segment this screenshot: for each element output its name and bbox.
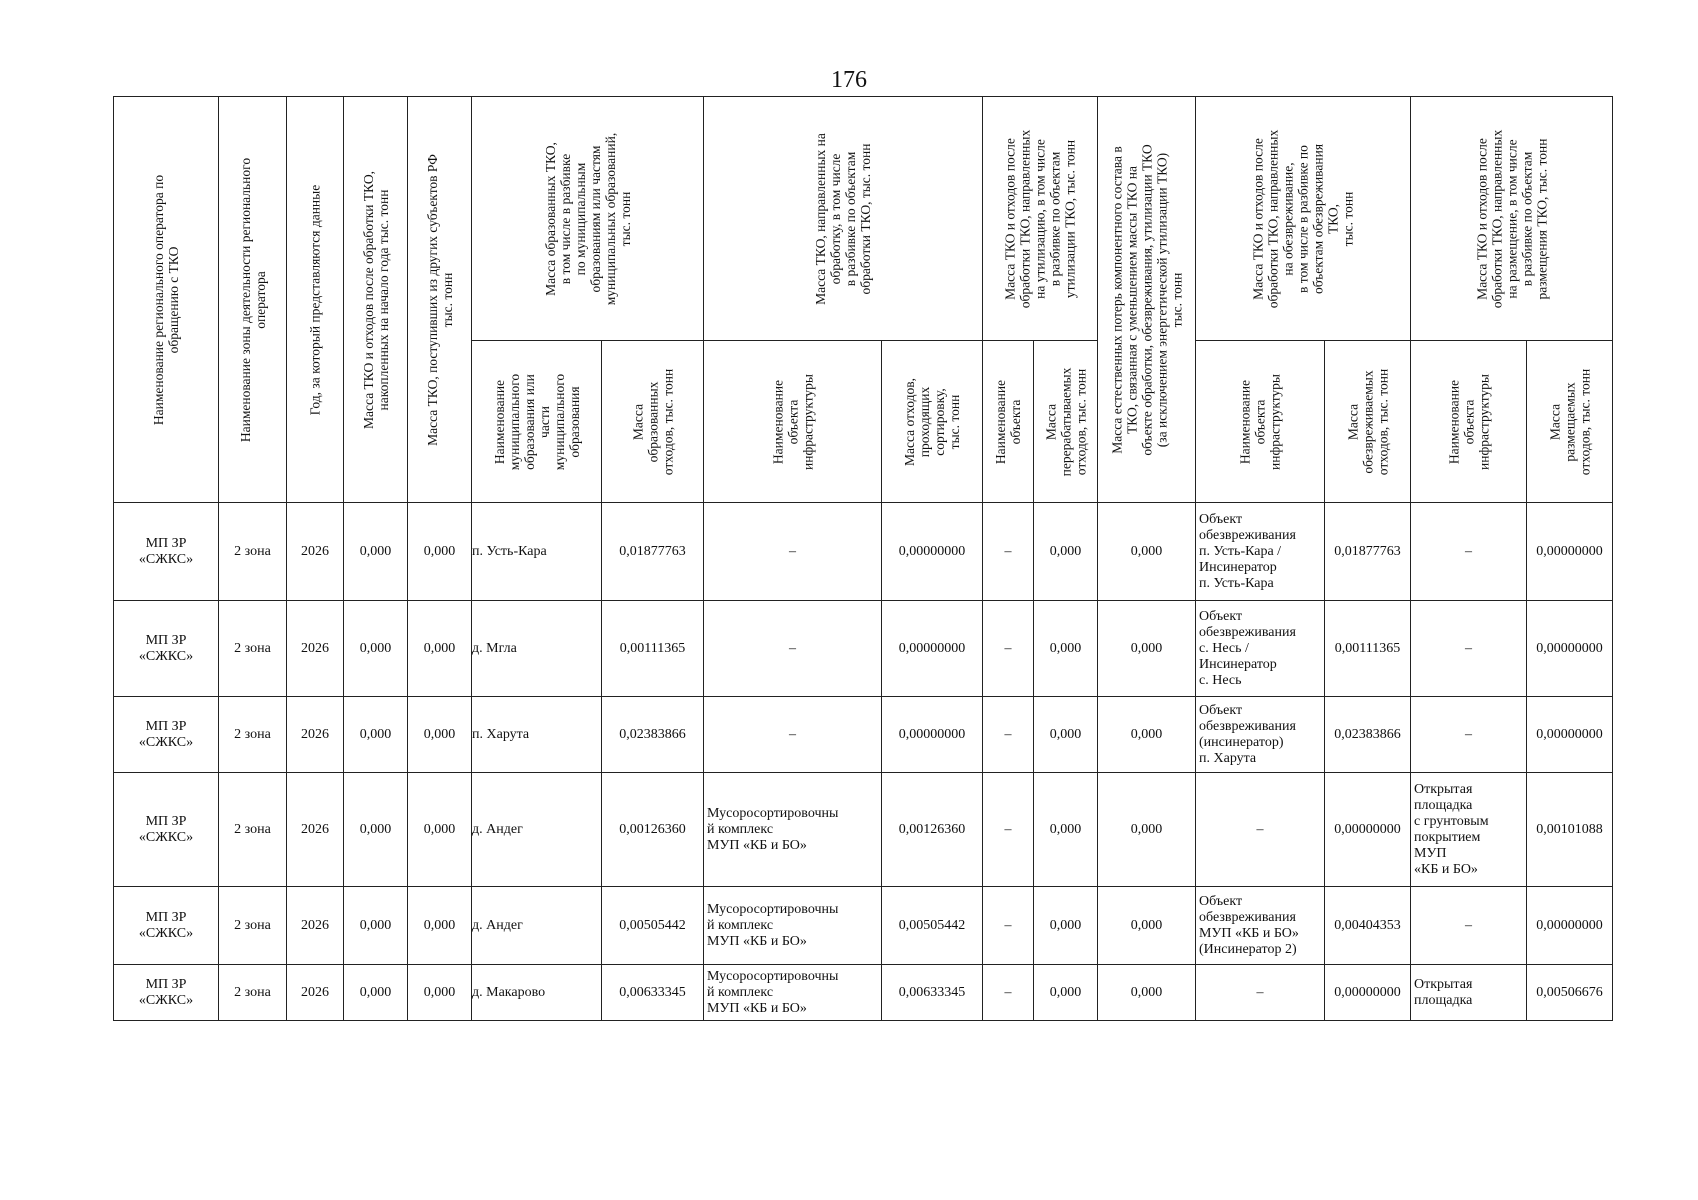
cell-formed-name: д. Мгла — [472, 601, 602, 697]
header-processing-name: Наименование объекта инфраструктуры — [704, 341, 882, 503]
cell-formed-mass: 0,00505442 — [602, 887, 704, 965]
cell-processing-name: – — [704, 601, 882, 697]
cell-processing-mass: 0,00000000 — [882, 601, 983, 697]
cell-neutralization-name: Объект обезвреживания МУП «КБ и БО» (Инсинератор 2) — [1196, 887, 1325, 965]
cell-zone: 2 зона — [219, 503, 287, 601]
cell-placement-name: – — [1411, 601, 1527, 697]
cell-placement-mass: 0,00000000 — [1527, 887, 1613, 965]
header-placement-mass: Масса размещаемых отходов, тыс. тонн — [1527, 341, 1613, 503]
cell-natural-loss: 0,000 — [1098, 503, 1196, 601]
cell-natural-loss: 0,000 — [1098, 887, 1196, 965]
cell-neutralization-mass: 0,02383866 — [1325, 697, 1411, 773]
cell-utilization-mass: 0,000 — [1034, 773, 1098, 887]
cell-utilization-name: – — [983, 601, 1034, 697]
header-mass-other-subjects: Масса ТКО, поступивших из других субъектов РФ тыс. тонн — [408, 97, 472, 503]
cell-operator: МП ЗР «СЖКС» — [114, 697, 219, 773]
cell-mass-start: 0,000 — [344, 773, 408, 887]
cell-placement-name: – — [1411, 887, 1527, 965]
cell-mass-start: 0,000 — [344, 887, 408, 965]
cell-formed-name: д. Андег — [472, 773, 602, 887]
cell-placement-name: Открытая площадка с грунтовым покрытием МУП «КБ и БО» — [1411, 773, 1527, 887]
cell-neutralization-mass: 0,01877763 — [1325, 503, 1411, 601]
header-placement-name: Наименование объекта инфраструктуры — [1411, 341, 1527, 503]
cell-utilization-mass: 0,000 — [1034, 697, 1098, 773]
cell-mass-other: 0,000 — [408, 601, 472, 697]
cell-mass-other: 0,000 — [408, 965, 472, 1021]
cell-placement-name: – — [1411, 503, 1527, 601]
cell-operator: МП ЗР «СЖКС» — [114, 773, 219, 887]
cell-neutralization-name: Объект обезвреживания (инсинератор) п. Харута — [1196, 697, 1325, 773]
cell-year: 2026 — [287, 601, 344, 697]
cell-neutralization-mass: 0,00111365 — [1325, 601, 1411, 697]
header-utilization-name: Наименование объекта — [983, 341, 1034, 503]
cell-processing-mass: 0,00000000 — [882, 503, 983, 601]
cell-placement-mass: 0,00000000 — [1527, 697, 1613, 773]
table-row — [114, 965, 1613, 1021]
cell-mass-other: 0,000 — [408, 773, 472, 887]
cell-natural-loss: 0,000 — [1098, 965, 1196, 1021]
cell-neutralization-name: – — [1196, 965, 1325, 1021]
header-utilization-mass: Масса перерабатываемых отходов, тыс. тонн — [1034, 341, 1098, 503]
cell-placement-name: Открытая площадка — [1411, 965, 1527, 1021]
cell-zone: 2 зона — [219, 887, 287, 965]
cell-natural-loss: 0,000 — [1098, 773, 1196, 887]
cell-placement-name: – — [1411, 697, 1527, 773]
cell-utilization-name: – — [983, 503, 1034, 601]
header-formed-mass: Масса образованных отходов, тыс. тонн — [602, 341, 704, 503]
header-formed-group: Масса образованных ТКО, в том числе в разбивке по муниципальным образованиям или частям муниципальных образований, тыс. тонн — [472, 97, 704, 341]
cell-operator: МП ЗР «СЖКС» — [114, 601, 219, 697]
cell-utilization-name: – — [983, 697, 1034, 773]
header-placement-group: Масса ТКО и отходов после обработки ТКО, направленных на размещение, в том числе в разбивке по объектам размещения ТКО, тыс. тонн — [1411, 97, 1613, 341]
cell-mass-other: 0,000 — [408, 503, 472, 601]
cell-processing-name: Мусоросортировочны й комплекс МУП «КБ и БО» — [704, 773, 882, 887]
header-zone: Наименование зоны деятельности регионального оператора — [219, 97, 287, 503]
cell-processing-mass: 0,00126360 — [882, 773, 983, 887]
cell-processing-mass: 0,00000000 — [882, 697, 983, 773]
tko-table — [113, 96, 1613, 1021]
header-mass-start: Масса ТКО и отходов после обработки ТКО, накопленных на начало года тыс. тонн — [344, 97, 408, 503]
cell-formed-mass: 0,02383866 — [602, 697, 704, 773]
header-neutralization-mass: Масса обезвреживаемых отходов, тыс. тонн — [1325, 341, 1411, 503]
cell-neutralization-mass: 0,00000000 — [1325, 965, 1411, 1021]
cell-neutralization-name: Объект обезвреживания п. Усть-Кара / Инсинератор п. Усть-Кара — [1196, 503, 1325, 601]
cell-utilization-mass: 0,000 — [1034, 887, 1098, 965]
cell-formed-mass: 0,00111365 — [602, 601, 704, 697]
header-neutralization-group: Масса ТКО и отходов после обработки ТКО, направленных на обезвреживание, в том числе в разбивке по объектам обезвреживания ТКО, тыс. тонн — [1196, 97, 1411, 341]
cell-zone: 2 зона — [219, 773, 287, 887]
cell-utilization-mass: 0,000 — [1034, 965, 1098, 1021]
cell-formed-name: д. Макарово — [472, 965, 602, 1021]
cell-utilization-mass: 0,000 — [1034, 601, 1098, 697]
header-year: Год, за который представляются данные — [287, 97, 344, 503]
cell-formed-name: п. Харута — [472, 697, 602, 773]
cell-mass-start: 0,000 — [344, 697, 408, 773]
header-formed-name: Наименование муниципального образования или части муниципального образования — [472, 341, 602, 503]
cell-processing-mass: 0,00505442 — [882, 887, 983, 965]
header-operator: Наименование регионального оператора по обращению с ТКО — [114, 97, 219, 503]
cell-processing-name: – — [704, 503, 882, 601]
cell-utilization-name: – — [983, 773, 1034, 887]
cell-processing-name: Мусоросортировочны й комплекс МУП «КБ и БО» — [704, 887, 882, 965]
cell-processing-mass: 0,00633345 — [882, 965, 983, 1021]
table-row — [114, 887, 1613, 965]
cell-formed-mass: 0,00633345 — [602, 965, 704, 1021]
cell-neutralization-mass: 0,00404353 — [1325, 887, 1411, 965]
cell-placement-mass: 0,00000000 — [1527, 601, 1613, 697]
cell-formed-name: д. Андег — [472, 887, 602, 965]
cell-utilization-name: – — [983, 965, 1034, 1021]
cell-processing-name: Мусоросортировочны й комплекс МУП «КБ и БО» — [704, 965, 882, 1021]
cell-year: 2026 — [287, 697, 344, 773]
table-row — [114, 601, 1613, 697]
header-processing-group: Масса ТКО, направленных на обработку, в том числе в разбивке по объектам обработки ТКО, тыс. тонн — [704, 97, 983, 341]
cell-zone: 2 зона — [219, 697, 287, 773]
cell-zone: 2 зона — [219, 601, 287, 697]
cell-operator: МП ЗР «СЖКС» — [114, 503, 219, 601]
cell-formed-name: п. Усть-Кара — [472, 503, 602, 601]
cell-mass-start: 0,000 — [344, 503, 408, 601]
cell-formed-mass: 0,01877763 — [602, 503, 704, 601]
cell-year: 2026 — [287, 965, 344, 1021]
cell-utilization-mass: 0,000 — [1034, 503, 1098, 601]
cell-neutralization-mass: 0,00000000 — [1325, 773, 1411, 887]
cell-processing-name: – — [704, 697, 882, 773]
header-processing-mass: Масса отходов, проходящих сортировку, тыс. тонн — [882, 341, 983, 503]
cell-natural-loss: 0,000 — [1098, 697, 1196, 773]
cell-zone: 2 зона — [219, 965, 287, 1021]
table-row — [114, 503, 1613, 601]
cell-neutralization-name: Объект обезвреживания с. Несь / Инсинератор с. Несь — [1196, 601, 1325, 697]
cell-formed-mass: 0,00126360 — [602, 773, 704, 887]
cell-placement-mass: 0,00000000 — [1527, 503, 1613, 601]
cell-operator: МП ЗР «СЖКС» — [114, 887, 219, 965]
cell-mass-start: 0,000 — [344, 965, 408, 1021]
table-row — [114, 773, 1613, 887]
header-utilization-group: Масса ТКО и отходов после обработки ТКО, направленных на утилизацию, в том числе в разбивке по объектам утилизации ТКО, тыс. тонн — [983, 97, 1098, 341]
cell-placement-mass: 0,00101088 — [1527, 773, 1613, 887]
cell-year: 2026 — [287, 773, 344, 887]
cell-year: 2026 — [287, 503, 344, 601]
cell-operator: МП ЗР «СЖКС» — [114, 965, 219, 1021]
cell-utilization-name: – — [983, 887, 1034, 965]
cell-natural-loss: 0,000 — [1098, 601, 1196, 697]
table-row — [114, 697, 1613, 773]
cell-placement-mass: 0,00506676 — [1527, 965, 1613, 1021]
cell-neutralization-name: – — [1196, 773, 1325, 887]
header-natural-loss: Масса естественных потерь компонентного состава в ТКО, связанная с уменьшением массы ТКО на объекте обработки, обезвреживания, утилизации ТКО (за исключением энергетической утилизации ТКО) тыс. тонн — [1098, 97, 1196, 503]
cell-mass-start: 0,000 — [344, 601, 408, 697]
page-number: 176 — [831, 67, 867, 93]
cell-mass-other: 0,000 — [408, 887, 472, 965]
cell-mass-other: 0,000 — [408, 697, 472, 773]
header-neutralization-name: Наименование объекта инфраструктуры — [1196, 341, 1325, 503]
cell-year: 2026 — [287, 887, 344, 965]
